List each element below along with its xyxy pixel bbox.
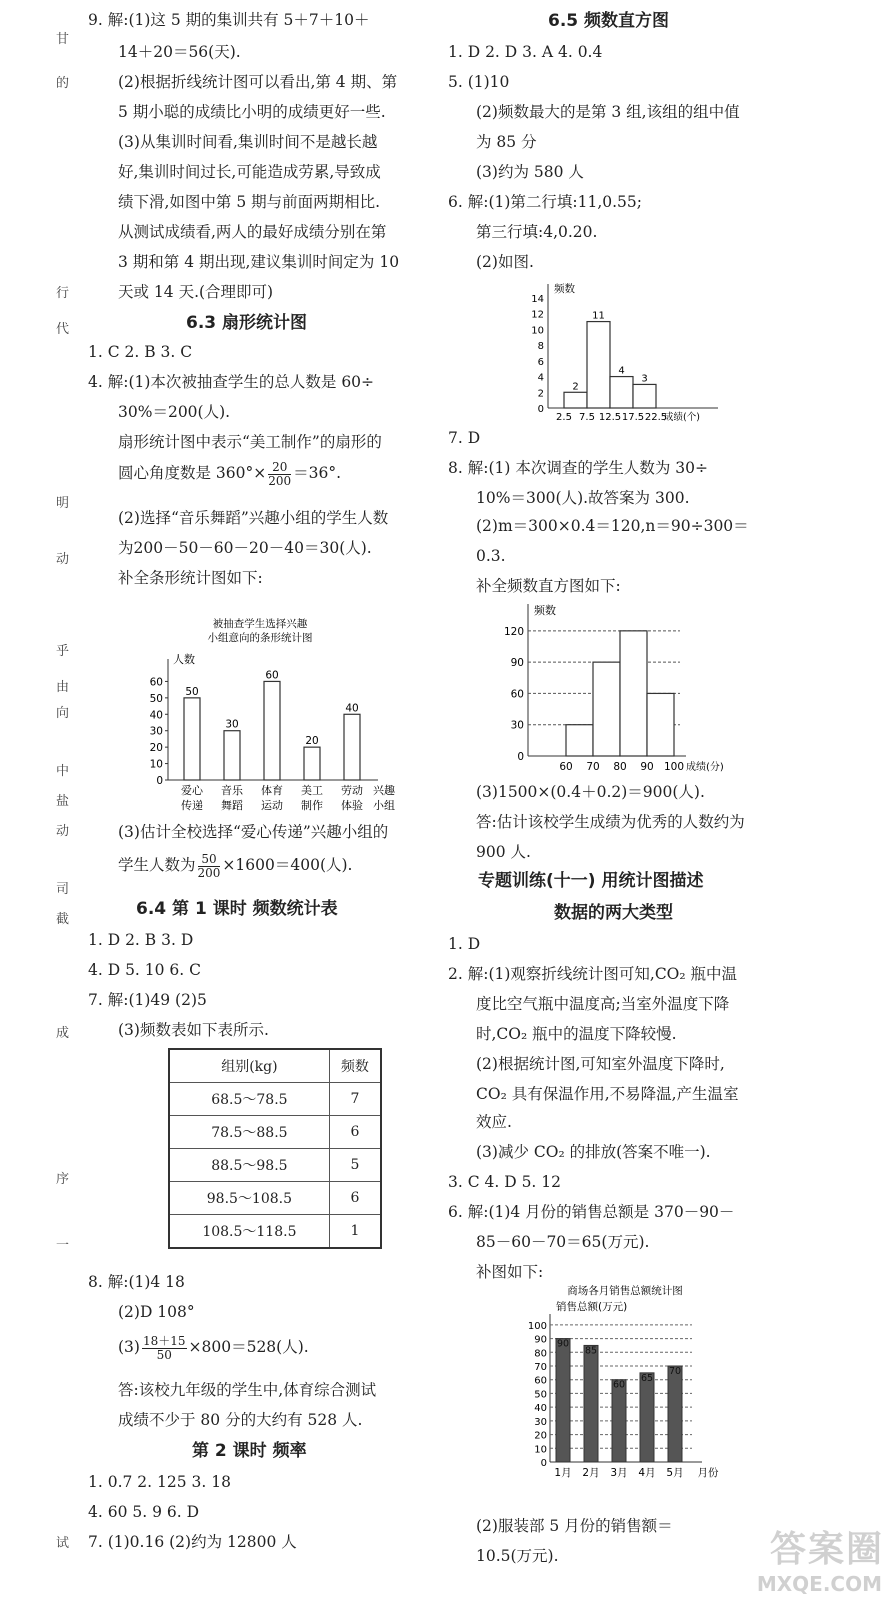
data-label: 2 <box>572 381 579 393</box>
x-axis-label: 兴趣 <box>373 784 395 797</box>
q9-line: (3)从集训时间看,集训时间不是越长越 <box>118 133 378 151</box>
section-title-6-5: 6.5 频数直方图 <box>548 11 670 31</box>
q4-fraction-prefix: 圆心角度数是 360°× <box>118 464 267 482</box>
bar <box>593 662 620 756</box>
answer-line: 10.5(万元). <box>476 1547 559 1565</box>
data-label: 3 <box>641 373 648 385</box>
q8-line: 成绩不少于 80 分的大约有 528 人. <box>118 1411 363 1429</box>
q9-line: 5 期小聪的成绩比小明的成绩更好一些. <box>118 103 386 121</box>
table-cell: 1 <box>329 1215 381 1249</box>
x-tick-label: 爱心 <box>181 784 203 797</box>
x-tick-label: 5月 <box>666 1467 684 1479</box>
q4-fraction-suffix: ＝36°. <box>293 464 342 482</box>
data-label: 20 <box>305 735 319 748</box>
table-row <box>169 1215 381 1249</box>
data-label: 60 <box>265 669 279 682</box>
answer-line: 6. 解:(1)4 月份的销售总额是 370－90－ <box>448 1203 735 1221</box>
answer-line: 1. D 2. D 3. A 4. 0.4 <box>448 43 603 61</box>
y-tick-label: 2 <box>537 388 544 400</box>
x-tick-label: 2月 <box>582 1467 600 1479</box>
answer-line: (2)频数最大的是第 3 组,该组的组中值 <box>476 103 740 121</box>
answer-line: (2)如图. <box>476 253 534 271</box>
answer-line: 1. D 2. B 3. D <box>88 931 194 949</box>
q9-line: 绩下滑,如图中第 5 期与前面两期相比. <box>118 193 381 211</box>
x-tick-label: 美工 <box>301 784 323 797</box>
bar <box>620 631 647 756</box>
answer-line: 7. 解:(1)49 (2)5 <box>88 991 207 1009</box>
q8-line-fraction <box>118 1332 309 1362</box>
x-tick-label: 70 <box>586 761 600 773</box>
y-tick-label: 14 <box>531 294 544 305</box>
section-title-6-4: 6.4 第 1 课时 频数统计表 <box>136 899 338 919</box>
y-tick-label: 80 <box>534 1348 547 1360</box>
y-tick-label: 70 <box>534 1362 547 1373</box>
section-title-6-3: 6.3 扇形统计图 <box>186 313 308 333</box>
x-axis-label: 月份 <box>697 1467 719 1479</box>
q4-line: (3)估计全校选择“爱心传递”兴趣小组的 <box>118 823 389 841</box>
y-tick-label: 90 <box>510 657 524 670</box>
answer-line: 7. (1)0.16 (2)约为 12800 人 <box>88 1533 297 1551</box>
answer-line: (3)减少 CO₂ 的排放(答案不唯一). <box>476 1143 711 1161</box>
chart-title: 被抽查学生选择兴趣 <box>212 618 308 630</box>
y-tick-label: 60 <box>149 676 163 689</box>
answer-line: (2)服装部 5 月份的销售额＝ <box>476 1517 673 1535</box>
x-tick-label: 运动 <box>261 799 283 812</box>
fraction-numerator: 20 <box>268 461 291 475</box>
x-tick-label: 劳动 <box>341 784 363 797</box>
y-tick-label: 0 <box>540 1458 547 1469</box>
answer-line: 4. D 5. 10 6. C <box>88 961 202 979</box>
answer-line: (3)1500×(0.4＋0.2)＝900(人). <box>476 783 705 801</box>
edge-char: 盐 <box>56 794 70 809</box>
x-tick-label: 4月 <box>638 1467 656 1479</box>
q8-line: 8. 解:(1)4 18 <box>88 1273 185 1291</box>
x-tick-label: 音乐 <box>221 784 243 797</box>
answer-line: (3)频数表如下表所示. <box>118 1021 269 1039</box>
bar <box>633 384 656 408</box>
q8-fraction-suffix: ×800＝528(人). <box>188 1338 309 1356</box>
edge-char: 甘 <box>56 32 70 47</box>
q4-line-fraction <box>118 850 352 880</box>
table-cell: 88.5～98.5 <box>169 1149 329 1182</box>
answer-line: 效应. <box>476 1113 512 1131</box>
y-tick-label: 40 <box>149 709 163 722</box>
edge-char: 由 <box>56 680 70 695</box>
x-tick-label: 22.5 <box>644 412 668 422</box>
q9-line: 3 期和第 4 期出现,建议集训时间定为 10 <box>118 253 400 271</box>
answer-line: 7. D <box>448 429 481 447</box>
table-header-cell: 频数 <box>329 1049 381 1083</box>
data-label: 65 <box>640 1372 654 1384</box>
section-title-special: 专题训练(十一) 用统计图描述 <box>478 871 704 891</box>
q4-line: (2)选择“音乐舞蹈”兴趣小组的学生人数 <box>118 509 389 527</box>
answer-line: 85－60－70＝65(万元). <box>476 1233 650 1251</box>
edge-char: 成 <box>56 1026 70 1041</box>
answer-line: (2)根据统计图,可知室外温度下降时, <box>476 1055 725 1073</box>
y-tick-label: 90 <box>534 1334 547 1346</box>
y-tick-label: 10 <box>531 325 544 337</box>
x-tick-label: 100 <box>663 761 685 773</box>
x-tick-label: 12.5 <box>598 412 622 422</box>
y-tick-label: 6 <box>537 356 544 368</box>
table-header-row <box>169 1049 381 1083</box>
answer-line: 3. C 4. D 5. 12 <box>448 1173 562 1191</box>
answer-line: 0.3. <box>476 547 506 565</box>
x-tick-label: 60 <box>559 761 573 773</box>
edge-char: 中 <box>56 764 70 779</box>
q9-line: 14＋20＝56(天). <box>118 43 241 61</box>
bar <box>304 747 320 780</box>
y-tick-label: 8 <box>537 341 544 353</box>
y-tick-label: 0 <box>537 404 544 415</box>
answer-line: CO₂ 具有保温作用,不易降温,产生温室 <box>476 1085 739 1103</box>
edge-char: 乎 <box>56 644 70 659</box>
q4-line-fraction <box>118 458 341 488</box>
y-tick-label: 10 <box>149 758 163 771</box>
edge-char: 动 <box>56 824 70 839</box>
table-row <box>169 1116 381 1149</box>
y-tick-label: 20 <box>149 742 163 755</box>
table-cell: 7 <box>329 1083 381 1116</box>
fraction <box>268 461 291 488</box>
chart-title: 小组意向的条形统计图 <box>207 632 313 644</box>
y-axis-label: 销售总额(万元) <box>556 1301 628 1313</box>
answer-line: 2. 解:(1)观察折线统计图可知,CO₂ 瓶中温 <box>448 965 738 983</box>
bar <box>264 681 280 780</box>
x-tick-label: 17.5 <box>621 412 645 422</box>
data-label: 40 <box>345 702 359 715</box>
answer-line: 10%＝300(人).故答案为 300. <box>476 489 690 507</box>
y-tick-label: 50 <box>149 692 163 705</box>
q9-line: 9. 解:(1)这 5 期的集训共有 5＋7＋10＋ <box>88 11 370 29</box>
y-tick-label: 4 <box>537 372 544 384</box>
bar <box>224 731 240 780</box>
frequency-table <box>168 1048 382 1249</box>
table-cell: 6 <box>329 1182 381 1215</box>
edge-char: 的 <box>56 76 70 91</box>
table-cell: 108.5～118.5 <box>169 1215 329 1249</box>
q8-line: 答:该校九年级的学生中,体育综合测试 <box>118 1381 377 1399</box>
data-label: 70 <box>668 1366 682 1377</box>
fraction-numerator: 50 <box>198 853 221 867</box>
answer-line: 第三行填:4,0.20. <box>476 223 598 241</box>
y-axis-label: 人数 <box>173 653 195 666</box>
q4-line: 补全条形统计图如下: <box>118 569 263 587</box>
table-cell: 98.5～108.5 <box>169 1182 329 1215</box>
interest-group-bar-chart <box>140 615 400 815</box>
table-cell: 5 <box>329 1149 381 1182</box>
fraction <box>198 853 221 880</box>
edge-char: 司 <box>56 882 70 897</box>
q4-line: 扇形统计图中表示“美工制作”的扇形的 <box>118 433 382 451</box>
y-tick-label: 40 <box>534 1403 547 1415</box>
edge-char: 代 <box>56 322 70 337</box>
bar <box>584 1345 598 1462</box>
answer-line: (3)约为 580 人 <box>476 163 584 181</box>
bar <box>566 725 593 756</box>
answer-line: (2)m＝300×0.4＝120,n＝90÷300＝ <box>476 517 749 535</box>
answer-line: 900 人. <box>476 843 531 861</box>
q9-line: 天或 14 天.(合理即可) <box>118 283 274 301</box>
table-cell: 78.5～88.5 <box>169 1116 329 1149</box>
answer-line: 6. 解:(1)第二行填:11,0.55; <box>448 193 643 211</box>
q4-line: 4. 解:(1)本次被抽查学生的总人数是 60÷ <box>88 373 375 391</box>
x-tick-label: 体验 <box>341 799 363 812</box>
bar <box>344 714 360 780</box>
monthly-sales-bar-chart <box>520 1282 730 1482</box>
fraction-numerator: 18＋15 <box>142 1333 186 1348</box>
answer-line: 1. D <box>448 935 481 953</box>
x-tick-label: 体育 <box>261 784 283 797</box>
table-row <box>169 1182 381 1215</box>
x-tick-label: 制作 <box>301 799 323 812</box>
y-tick-label: 10 <box>534 1444 547 1456</box>
frequency-histogram-1 <box>528 280 788 422</box>
y-tick-label: 0 <box>517 751 524 763</box>
answer-line: 5. (1)10 <box>448 73 510 91</box>
x-tick-label: 传递 <box>181 799 203 812</box>
fraction-denominator: 50 <box>156 1347 172 1362</box>
q9-line: 从测试成绩看,两人的最好成绩分别在第 <box>118 223 387 241</box>
q4-line: 为200－50－60－20－40＝30(人). <box>118 539 372 557</box>
q8-fraction-prefix: (3) <box>118 1338 140 1356</box>
q8-line: (2)D 108° <box>118 1303 195 1321</box>
bar <box>612 1380 626 1462</box>
x-tick-label: 3月 <box>610 1467 628 1479</box>
y-tick-label: 20 <box>534 1430 547 1442</box>
y-tick-label: 100 <box>527 1320 547 1332</box>
table-row <box>169 1083 381 1116</box>
y-tick-label: 50 <box>534 1389 547 1401</box>
q4-fraction-suffix: ×1600＝400(人). <box>222 856 353 874</box>
q4-fraction-prefix: 学生人数为 <box>118 856 196 874</box>
section-subtitle-special: 数据的两大类型 <box>554 903 673 923</box>
edge-char: 截 <box>56 912 70 927</box>
data-label: 85 <box>584 1345 598 1357</box>
edge-char: 一 <box>56 1238 70 1253</box>
fraction <box>142 1335 187 1362</box>
x-axis-label: 成绩(个) <box>664 412 700 422</box>
data-label: 11 <box>592 310 605 322</box>
x-tick-label: 90 <box>640 761 654 773</box>
bar <box>564 392 587 408</box>
edge-char: 行 <box>56 286 70 301</box>
watermark-logo: 答案圈 <box>769 1529 884 1570</box>
y-tick-label: 0 <box>156 775 163 787</box>
y-tick-label: 30 <box>510 719 524 732</box>
bar <box>184 698 200 780</box>
answer-line: 8. 解:(1) 本次调查的学生人数为 30÷ <box>448 459 708 477</box>
fraction-denominator: 200 <box>197 865 221 880</box>
data-label: 60 <box>612 1379 626 1391</box>
q9-line: (2)根据折线统计图可以看出,第 4 期、第 <box>118 73 398 91</box>
chart-title: 商场各月销售总额统计图 <box>567 1285 683 1297</box>
y-tick-label: 60 <box>534 1375 547 1387</box>
answer-line: 1. C 2. B 3. C <box>88 343 193 361</box>
data-label: 90 <box>556 1338 570 1350</box>
x-tick-label: 1月 <box>554 1467 572 1479</box>
data-label: 30 <box>225 718 239 731</box>
edge-char: 动 <box>56 552 70 567</box>
table-row <box>169 1149 381 1182</box>
answer-line: 度比空气瓶中温度高;当室外温度下降 <box>476 995 730 1013</box>
y-axis-label: 频数 <box>554 283 575 295</box>
y-tick-label: 30 <box>534 1416 547 1428</box>
answer-line: 4. 60 5. 9 6. D <box>88 1503 200 1521</box>
y-tick-label: 12 <box>531 309 544 321</box>
y-axis-label: 频数 <box>534 604 556 617</box>
bar <box>587 322 610 408</box>
table-cell: 6 <box>329 1116 381 1149</box>
x-tick-label: 80 <box>613 761 627 773</box>
x-tick-label: 2.5 <box>556 412 572 422</box>
section-title-6-4-2: 第 2 课时 频率 <box>192 1441 307 1461</box>
bar <box>556 1339 570 1462</box>
x-tick-label: 舞蹈 <box>221 799 243 812</box>
edge-char: 试 <box>56 1536 70 1551</box>
y-tick-label: 60 <box>510 688 524 701</box>
fraction-denominator: 200 <box>268 473 292 488</box>
table-header-cell: 组别(kg) <box>169 1049 329 1083</box>
answer-line: 1. 0.7 2. 125 3. 18 <box>88 1473 231 1491</box>
frequency-histogram-2 <box>500 600 760 778</box>
bar <box>668 1366 682 1462</box>
bar <box>647 693 674 756</box>
edge-char: 向 <box>56 706 70 721</box>
answer-line: 答:估计该校学生成绩为优秀的人数约为 <box>476 813 745 831</box>
answer-line: 时,CO₂ 瓶中的温度下降较慢. <box>476 1025 677 1043</box>
answer-line: 为 85 分 <box>476 133 537 151</box>
watermark-site: MXQE.COM <box>756 1572 882 1596</box>
data-label: 50 <box>185 685 199 698</box>
y-tick-label: 30 <box>149 725 163 738</box>
edge-char: 明 <box>56 496 70 511</box>
table-cell: 68.5～78.5 <box>169 1083 329 1116</box>
x-tick-label: 7.5 <box>579 412 595 422</box>
q4-line: 30%＝200(人). <box>118 403 231 421</box>
answer-line: 补全频数直方图如下: <box>476 577 621 595</box>
q9-line: 好,集训时间过长,可能造成劳累,导致成 <box>118 163 381 181</box>
answer-line: 补图如下: <box>476 1263 544 1281</box>
x-axis-label: 成绩(分) <box>686 762 724 773</box>
x-axis-label: 小组 <box>373 799 395 812</box>
bar <box>610 377 633 408</box>
bar <box>640 1373 654 1462</box>
data-label: 4 <box>618 365 625 377</box>
edge-char: 序 <box>56 1172 70 1187</box>
y-tick-label: 120 <box>503 625 524 638</box>
